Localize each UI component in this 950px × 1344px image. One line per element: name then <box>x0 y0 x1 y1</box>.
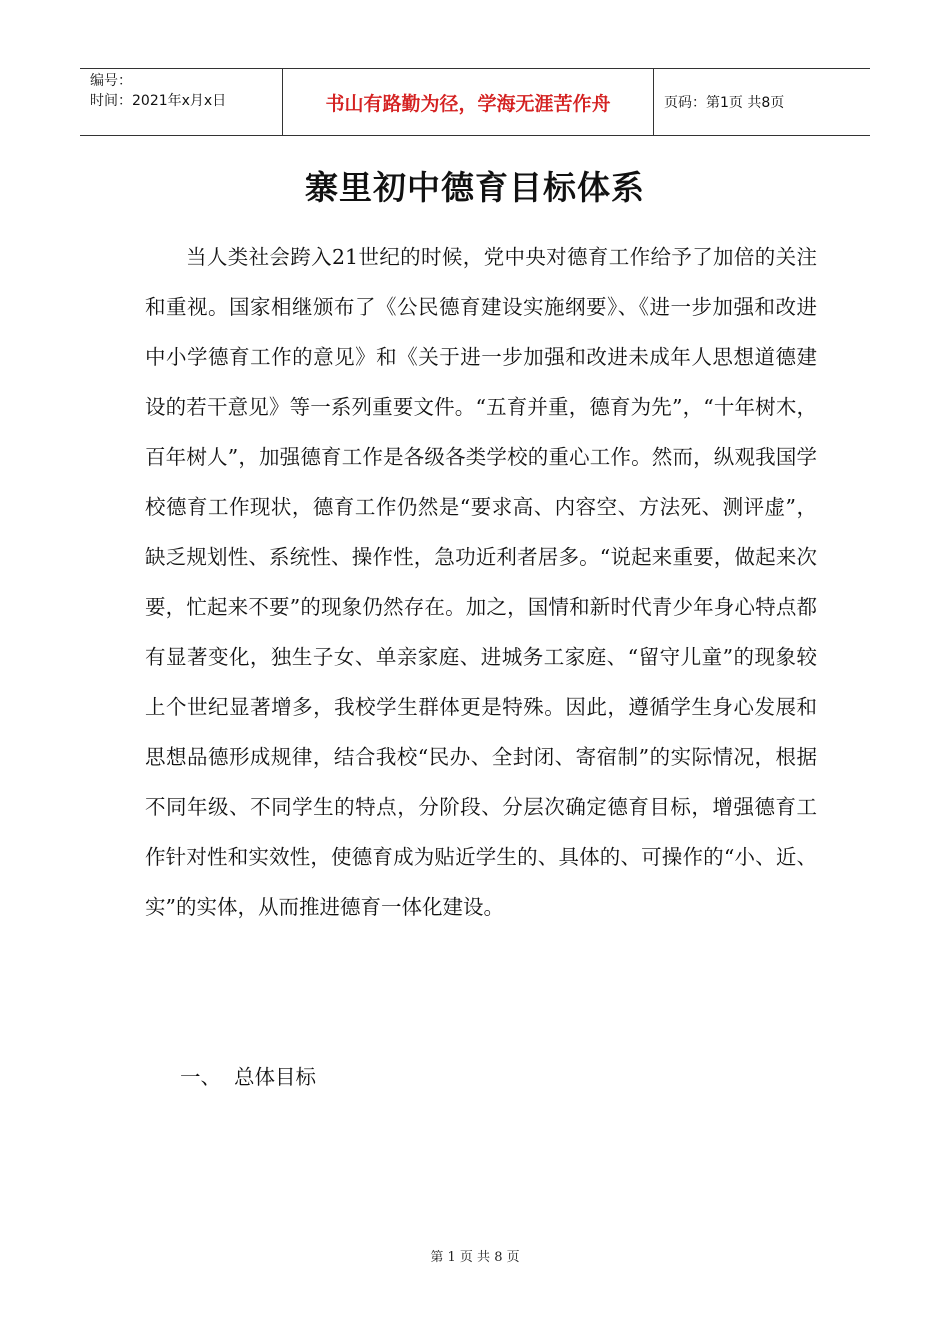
document-title: 寨里初中德育目标体系 <box>305 168 645 207</box>
document-number-label: 编号： <box>90 73 132 89</box>
header-page-info: 页码：第1页 共8页 <box>664 95 785 111</box>
header-motto: 书山有路勤为径，学海无涯苦作舟 <box>282 69 654 135</box>
section-number: 一、 <box>180 1065 221 1089</box>
header-table <box>80 68 870 136</box>
body-paragraph: 当人类社会跨入21世纪的时候，党中央对德育工作给予了加倍的关注和重视。国家相继颁布了《公民德育建设实施纲要》、《进一步加强和改进中小学德育工作的意见》和《关于进一步加强和改进未成年人思想道德建设的若干意见》等一系列重要文件。“五育并重，德育为先”，“十年树木，百年树人”，加强德育工作是各级各类学校的重心工作。然而，纵观我国学校德育工作现状，德育工作仍然是“要求高、内容空、方法死、测评虚”，缺乏规划性、系统性、操作性，急功近利者居多。“说起来重要，做起来次要，忙起来不要”的现象仍然存在。加之，国情和新时代青少年身心特点都有显著变化，独生子女、单亲家庭、进城务工家庭、“留守儿童”的现象较上个世纪显著增多，我校学生群体更是特殊。因此，遵循学生身心发展和思想品德形成规律，结合我校“民办、全封闭、寄宿制”的实际情况，根据不同年级、不同学生的特点，分阶段、分层次确定德育目标，增强德育工作针对性和实效性，使德育成为贴近学生的、具体的、可操作的“小、近、实”的实体，从而推进德育一体化建设。 <box>145 245 817 919</box>
page-footer: 第 1 页 共 8 页 <box>430 1250 520 1265</box>
document-time-label: 时间：2021年x月x日 <box>90 93 227 109</box>
section-heading <box>180 1052 316 1102</box>
section-title: 总体目标 <box>234 1065 316 1089</box>
header-meta-cell <box>80 69 282 135</box>
